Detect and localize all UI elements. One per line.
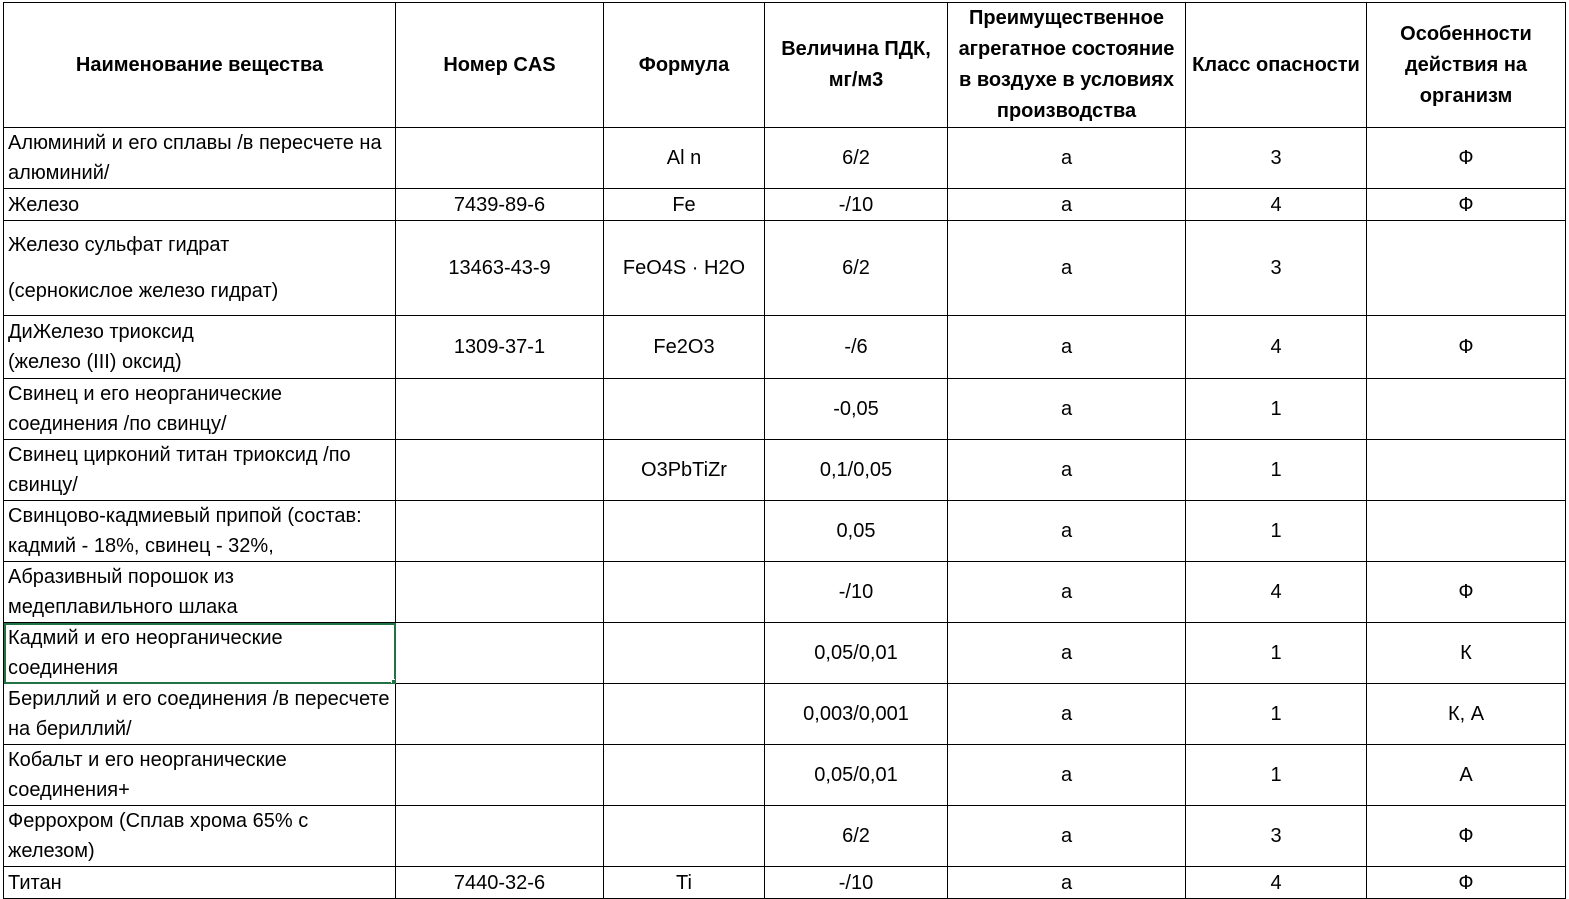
cell-class[interactable]: 4 xyxy=(1186,562,1367,623)
table-row xyxy=(4,745,1566,806)
table-row xyxy=(4,623,1566,684)
cell-name[interactable]: Абразивный порошок из медеплавильного шлака xyxy=(4,562,396,623)
cell-cas[interactable]: 7440-32-6 xyxy=(396,867,604,899)
cell-pdk[interactable]: 6/2 xyxy=(765,128,948,189)
cell-state[interactable]: а xyxy=(948,128,1186,189)
cell-formula[interactable] xyxy=(604,623,765,684)
header-name[interactable]: Наименование вещества xyxy=(4,3,396,128)
cell-state[interactable]: а xyxy=(948,221,1186,316)
cell-state[interactable]: а xyxy=(948,189,1186,221)
table-row xyxy=(4,189,1566,221)
header-state[interactable]: Преимущественное агрегатное состояние в воздухе в условиях производства xyxy=(948,3,1186,128)
cell-effect[interactable] xyxy=(1367,221,1566,316)
cell-class[interactable]: 1 xyxy=(1186,745,1367,806)
cell-pdk[interactable]: 0,003/0,001 xyxy=(765,684,948,745)
cell-effect[interactable]: Ф xyxy=(1367,806,1566,867)
cell-pdk[interactable]: 0,1/0,05 xyxy=(765,440,948,501)
cell-cas[interactable]: 1309-37-1 xyxy=(396,316,604,379)
cell-name-selected[interactable] xyxy=(4,623,396,684)
cell-cas[interactable] xyxy=(396,745,604,806)
cell-state[interactable]: а xyxy=(948,745,1186,806)
cell-class[interactable]: 3 xyxy=(1186,128,1367,189)
cell-formula[interactable]: Fe2O3 xyxy=(604,316,765,379)
cell-effect[interactable]: Ф xyxy=(1367,316,1566,379)
cell-pdk[interactable]: 0,05/0,01 xyxy=(765,623,948,684)
cell-formula[interactable]: Al n xyxy=(604,128,765,189)
cell-name[interactable]: Железо xyxy=(4,189,396,221)
cell-formula[interactable] xyxy=(604,379,765,440)
table-row xyxy=(4,806,1566,867)
table-row xyxy=(4,684,1566,745)
cell-pdk[interactable]: -/6 xyxy=(765,316,948,379)
table-row xyxy=(4,128,1566,189)
cell-class[interactable]: 4 xyxy=(1186,189,1367,221)
cell-cas[interactable] xyxy=(396,379,604,440)
table-row xyxy=(4,501,1566,562)
table-row xyxy=(4,867,1566,899)
cell-pdk[interactable]: 0,05/0,01 xyxy=(765,745,948,806)
cell-name[interactable]: Феррохром (Сплав хрома 65% с железом) xyxy=(4,806,396,867)
cell-pdk[interactable]: -0,05 xyxy=(765,379,948,440)
header-effect[interactable]: Особенности действия на организм xyxy=(1367,3,1566,128)
table-row xyxy=(4,562,1566,623)
cell-name[interactable]: Свинец цирконий титан триоксид /по свинцу/ xyxy=(4,440,396,501)
table-row xyxy=(4,316,1566,379)
cell-formula[interactable] xyxy=(604,562,765,623)
cell-effect[interactable]: К, А xyxy=(1367,684,1566,745)
cell-class[interactable]: 1 xyxy=(1186,440,1367,501)
cell-formula[interactable] xyxy=(604,806,765,867)
cell-pdk[interactable]: -/10 xyxy=(765,189,948,221)
cell-name[interactable]: Свинец и его неорганические соединения /по свинцу/ xyxy=(4,379,396,440)
table-row xyxy=(4,379,1566,440)
cell-state[interactable]: а xyxy=(948,501,1186,562)
cell-formula[interactable]: O3PbTiZr xyxy=(604,440,765,501)
cell-state[interactable]: а xyxy=(948,623,1186,684)
cell-state[interactable]: а xyxy=(948,867,1186,899)
cell-class[interactable]: 4 xyxy=(1186,867,1367,899)
table-row xyxy=(4,440,1566,501)
cell-formula[interactable] xyxy=(604,684,765,745)
cell-name[interactable]: Титан xyxy=(4,867,396,899)
cell-name[interactable] xyxy=(4,221,396,316)
header-formula[interactable]: Формула xyxy=(604,3,765,128)
cell-cas[interactable]: 13463-43-9 xyxy=(396,221,604,316)
cell-name-line1: ДиЖелезо триоксид xyxy=(8,321,194,343)
cell-cas[interactable]: 7439-89-6 xyxy=(396,189,604,221)
cell-class[interactable]: 3 xyxy=(1186,221,1367,316)
cell-cas[interactable] xyxy=(396,623,604,684)
cell-class[interactable]: 1 xyxy=(1186,379,1367,440)
cell-name-line2: (сернокислое железо гидрат) xyxy=(8,280,279,302)
cell-cas[interactable] xyxy=(396,562,604,623)
cell-name[interactable]: Свинцово-кадмиевый припой (состав: кадмий - 18%, свинец - 32%, xyxy=(4,501,396,562)
cell-pdk[interactable]: 6/2 xyxy=(765,806,948,867)
cell-cas[interactable] xyxy=(396,806,604,867)
cell-effect[interactable] xyxy=(1367,501,1566,562)
cell-class[interactable]: 1 xyxy=(1186,501,1367,562)
cell-class[interactable]: 4 xyxy=(1186,316,1367,379)
cell-formula[interactable]: FeO4S · H2O xyxy=(604,221,765,316)
cell-class[interactable]: 1 xyxy=(1186,623,1367,684)
cell-state[interactable]: а xyxy=(948,806,1186,867)
cell-state[interactable]: а xyxy=(948,562,1186,623)
cell-state[interactable]: а xyxy=(948,316,1186,379)
cell-effect[interactable]: Ф xyxy=(1367,128,1566,189)
cell-effect[interactable]: Ф xyxy=(1367,867,1566,899)
cell-formula[interactable]: Ti xyxy=(604,867,765,899)
spreadsheet-grid xyxy=(3,2,1566,899)
cell-pdk[interactable]: 0,05 xyxy=(765,501,948,562)
cell-effect[interactable] xyxy=(1367,440,1566,501)
cell-state[interactable]: а xyxy=(948,379,1186,440)
cell-name-line2: (железо (III) оксид) xyxy=(8,351,182,373)
cell-name[interactable] xyxy=(4,316,396,379)
cell-cas[interactable] xyxy=(396,440,604,501)
cell-effect[interactable] xyxy=(1367,379,1566,440)
cell-class[interactable]: 1 xyxy=(1186,684,1367,745)
cell-cas[interactable] xyxy=(396,128,604,189)
header-pdk[interactable]: Величина ПДК, мг/м3 xyxy=(765,3,948,128)
fill-handle[interactable] xyxy=(391,679,396,684)
cell-name-line1: Железо сульфат гидрат xyxy=(8,234,230,256)
cell-effect[interactable]: К xyxy=(1367,623,1566,684)
cell-effect[interactable]: А xyxy=(1367,745,1566,806)
cell-formula[interactable]: Fe xyxy=(604,189,765,221)
cell-pdk[interactable]: 6/2 xyxy=(765,221,948,316)
cell-cas[interactable] xyxy=(396,501,604,562)
cell-effect[interactable]: Ф xyxy=(1367,189,1566,221)
cell-formula[interactable] xyxy=(604,501,765,562)
substances-table xyxy=(3,2,1566,899)
header-cas[interactable]: Номер CAS xyxy=(396,3,604,128)
cell-pdk[interactable]: -/10 xyxy=(765,867,948,899)
cell-name[interactable]: Бериллий и его соединения /в пересчете на бериллий/ xyxy=(4,684,396,745)
cell-name[interactable]: Кобальт и его неорганические соединения+ xyxy=(4,745,396,806)
cell-state[interactable]: а xyxy=(948,440,1186,501)
cell-state[interactable]: а xyxy=(948,684,1186,745)
table-row xyxy=(4,221,1566,316)
cell-name-text: Кадмий и его неорганические соединения xyxy=(8,627,283,679)
cell-class[interactable]: 3 xyxy=(1186,806,1367,867)
cell-name[interactable]: Алюминий и его сплавы /в пересчете на алюминий/ xyxy=(4,128,396,189)
cell-pdk[interactable]: -/10 xyxy=(765,562,948,623)
cell-effect[interactable]: Ф xyxy=(1367,562,1566,623)
header-class[interactable]: Класс опасности xyxy=(1186,3,1367,128)
cell-formula[interactable] xyxy=(604,745,765,806)
header-row xyxy=(4,3,1566,128)
cell-cas[interactable] xyxy=(396,684,604,745)
